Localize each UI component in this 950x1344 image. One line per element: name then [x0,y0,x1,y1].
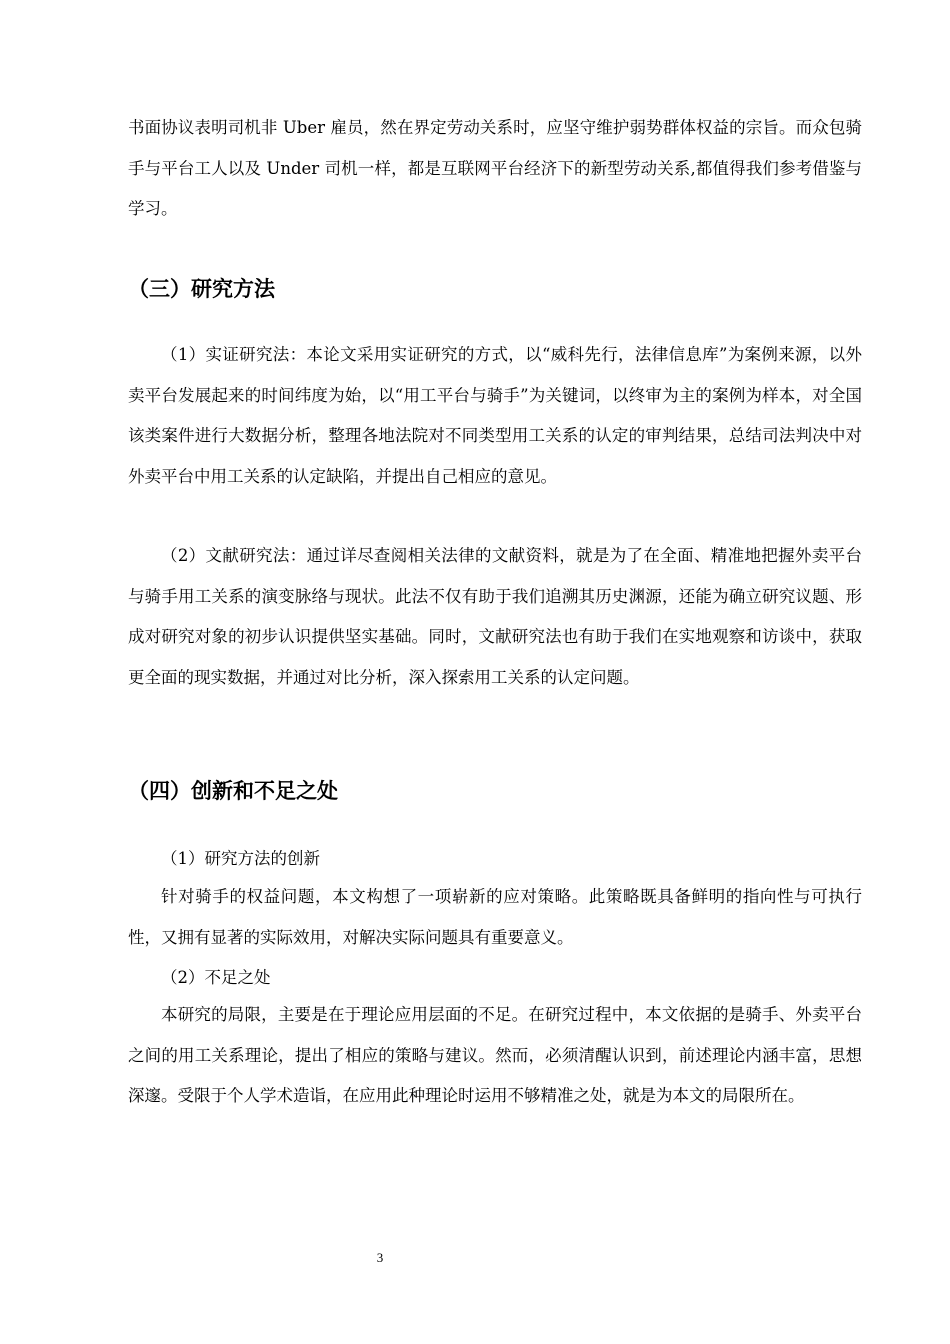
innovation-subtitle: （1）研究方法的创新 [161,849,320,868]
empirical-method-paragraph: （1）实证研究法：本论文采用实证研究的方式，以“威科先行，法律信息库”为案例来源，以外卖平台发展起来的时间纬度为始，以“用工平台与骑手”为关键词，以终审为主的案例为样本，对全国该类案件进行大数据分析，整理各地法院对不同类型用工关系的认定的审判结果，总结司法判决中对外卖平台中用工关系的认定缺陷，并提出自己相应的意见。 [128,345,862,486]
literature-method-paragraph: （2）文献研究法：通过详尽查阅相关法律的文献资料，就是为了在全面、精准地把握外卖平台与骑手用工关系的演变脉络与现状。此法不仅有助于我们追溯其历史渊源，还能为确立研究议题、形成对研究对象的初步认识提供坚实基础。同时，文献研究法也有助于我们在实地观察和访谈中，获取更全面的现实数据，并通过对比分析，深入探索用工关系的认定问题。 [128,546,862,687]
limitations-paragraph: 本研究的局限，主要是在于理论应用层面的不足。在研究过程中，本文依据的是骑手、外卖平台之间的用工关系理论，提出了相应的策略与建议。然而，必须清醒认识到，前述理论内涵丰富，思想深邃。受限于个人学术造诣，在应用此种理论时运用不够精准之处，就是为本文的局限所在。 [128,1005,862,1105]
section-4-heading: （四）创新和不足之处 [128,779,338,803]
limitations-subtitle: （2）不足之处 [161,968,271,987]
intro-paragraph: 书面协议表明司机非 Uber 雇员，然在界定劳动关系时，应坚守维护弱势群体权益的宗旨。而众包骑手与平台工人以及 Under 司机一样，都是互联网平台经济下的新型劳动关系,都值得我们参考借鉴与学习。 [128,118,862,218]
page-number: 3 [376,1250,384,1265]
section-3-heading: （三）研究方法 [128,277,275,301]
innovation-paragraph: 针对骑手的权益问题，本文构想了一项崭新的应对策略。此策略既具备鲜明的指向性与可执行性，又拥有显著的实际效用，对解决实际问题具有重要意义。 [128,887,862,947]
